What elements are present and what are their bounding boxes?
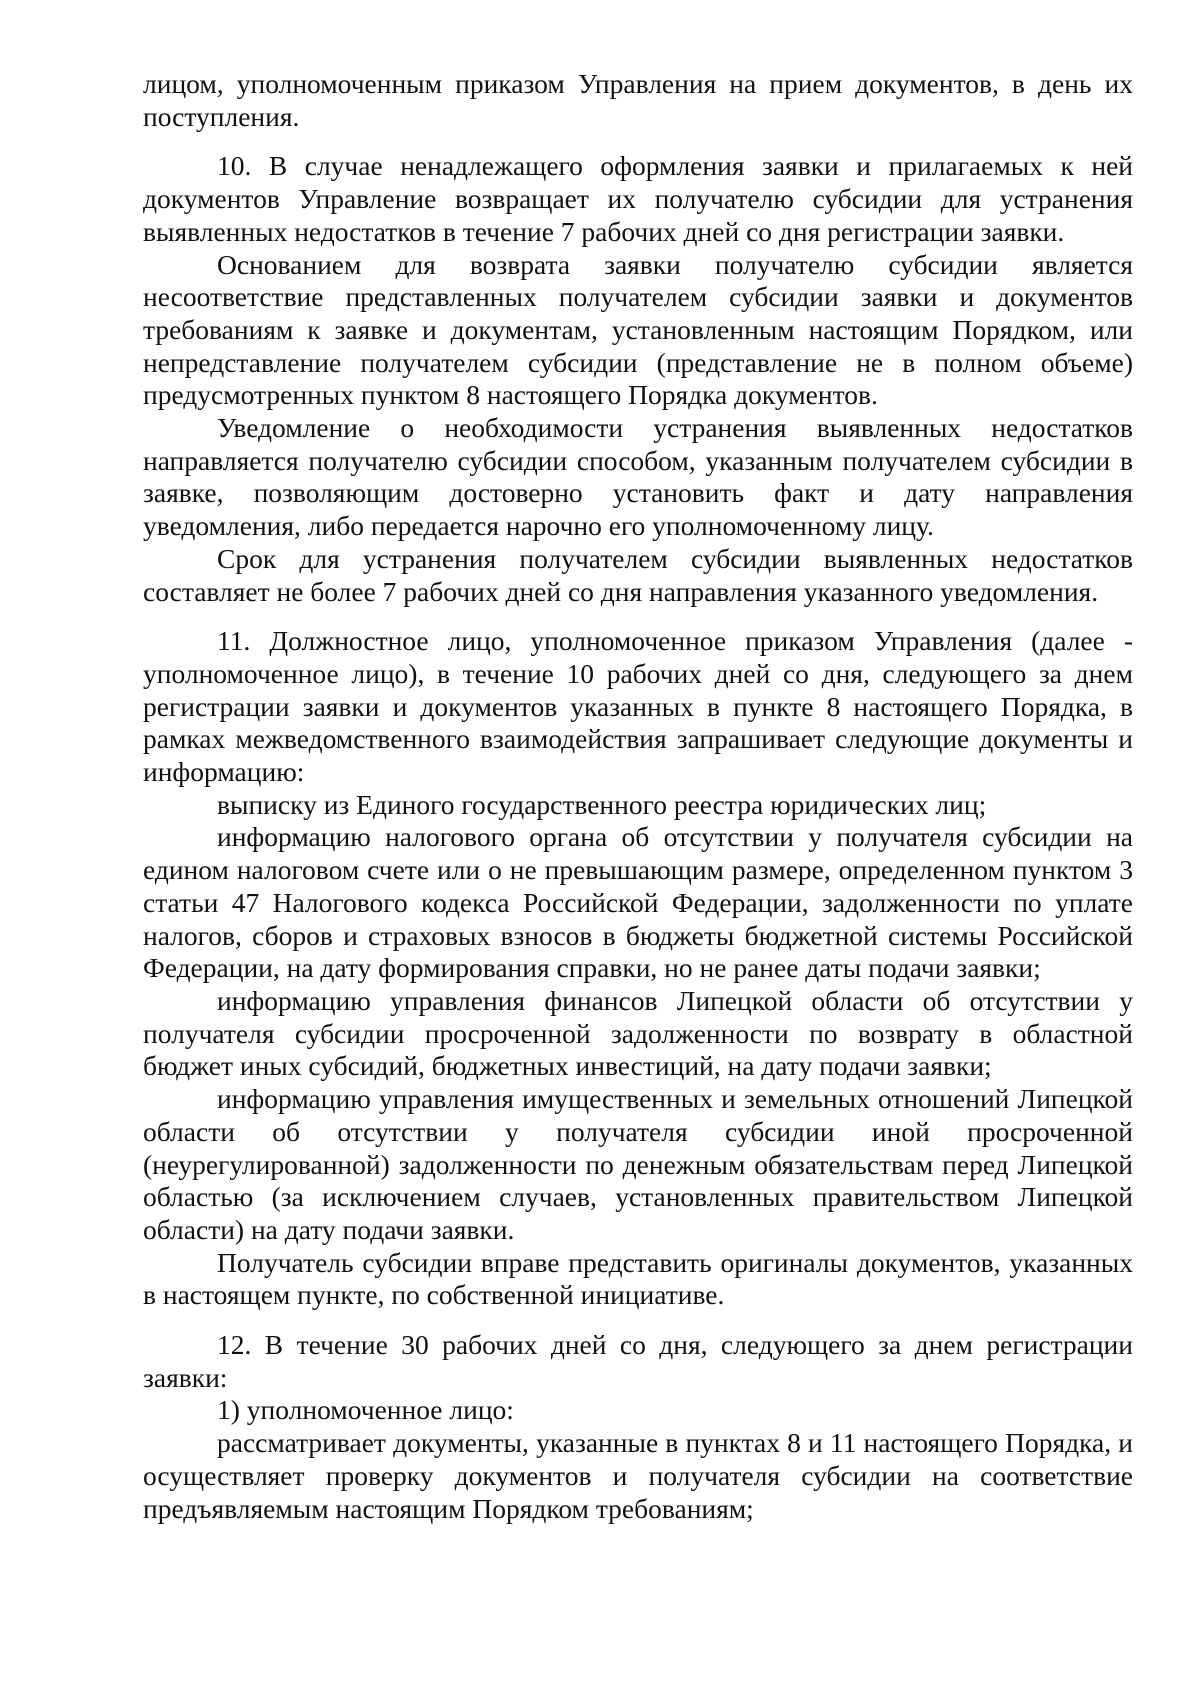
paragraph-return-grounds: Основанием для возврата заявки получателю субсидии является несоответствие представленных получателем субсидии заявки и документов требованиям к заявке и документам, установленным настоящим Порядком, или непредставление получателем субсидии (представление не в полном объеме) предусмотренных пунктом 8 настоящего Порядка документов. bbox=[143, 248, 1133, 411]
paragraph-originals: Получатель субсидии вправе представить оригиналы документов, указанных в настоящем пункте, по собственной инициативе. bbox=[143, 1246, 1133, 1311]
paragraph-finance-info: информацию управления финансов Липецкой области об отсутствии у получателя субсидии просроченной задолженности по возврату в областной бюджет иных субсидий, бюджетных инвестиций, на дату подачи заявки; bbox=[143, 984, 1133, 1082]
paragraph-review: рассматривает документы, указанные в пунктах 8 и 11 настоящего Порядка, и осуществляет проверку документов и получателя субсидии на соответствие предъявляемым настоящим Порядком требованиям; bbox=[143, 1427, 1133, 1524]
paragraph-registry-extract: выписку из Единого государственного реестра юридических лиц; bbox=[217, 788, 987, 820]
paragraph-item-12: 12. В течение 30 рабочих дней со дня, следующего за днем регистрации заявки: bbox=[143, 1329, 1133, 1393]
paragraph-notification: Уведомление о необходимости устранения выявленных недостатков направляется получателю субсидии способом, указанным получателем субсидии в заявке, позволяющим достоверно установить факт и дату направления уведомления, либо передается нарочно его уполномоченному лицу. bbox=[143, 412, 1133, 542]
paragraph-item-10: 10. В случае ненадлежащего оформления заявки и прилагаемых к ней документов Управление возвращает их получателю субсидии для устранения выявленных недостатков в течение 7 рабочих дней со дня регистрации заявки. bbox=[143, 150, 1133, 247]
paragraph-subitem-1: 1) уполномоченное лицо: bbox=[217, 1394, 514, 1426]
paragraph-deadline: Срок для устранения получателем субсидии выявленных недостатков составляет не более 7 рабочих дней со дня направления указанного уведомления. bbox=[143, 542, 1133, 607]
document-page bbox=[143, 68, 1133, 1525]
paragraph-continuation: лицом, уполномоченным приказом Управления на прием документов, в день их поступления. bbox=[143, 68, 1133, 132]
paragraph-tax-info: информацию налогового органа об отсутствии у получателя субсидии на едином налоговом счете или о не превышающим размере, определенном пунктом 3 статьи 47 Налогового кодекса Российской Федерации, задолженности по уплате налогов, сборов и страховых взносов в бюджеты бюджетной системы Российской Федерации, на дату формирования справки, но не ранее даты подачи заявки; bbox=[143, 821, 1133, 984]
paragraph-item-11: 11. Должностное лицо, уполномоченное приказом Управления (далее - уполномоченное лицо), в течение 10 рабочих дней со дня, следующего за днем регистрации заявки и документов указанных в пункте 8 настоящего Порядка, в рамках межведомственного взаимодействия запрашивает следующие документы и информацию: bbox=[143, 625, 1133, 788]
paragraph-property-info: информацию управления имущественных и земельных отношений Липецкой области об отсутствии у получателя субсидии иной просроченной (неурегулированной) задолженности по денежным обязательствам перед Липецкой областью (за исключением случаев, установленных правительством Липецкой области) на дату подачи заявки. bbox=[143, 1083, 1133, 1245]
